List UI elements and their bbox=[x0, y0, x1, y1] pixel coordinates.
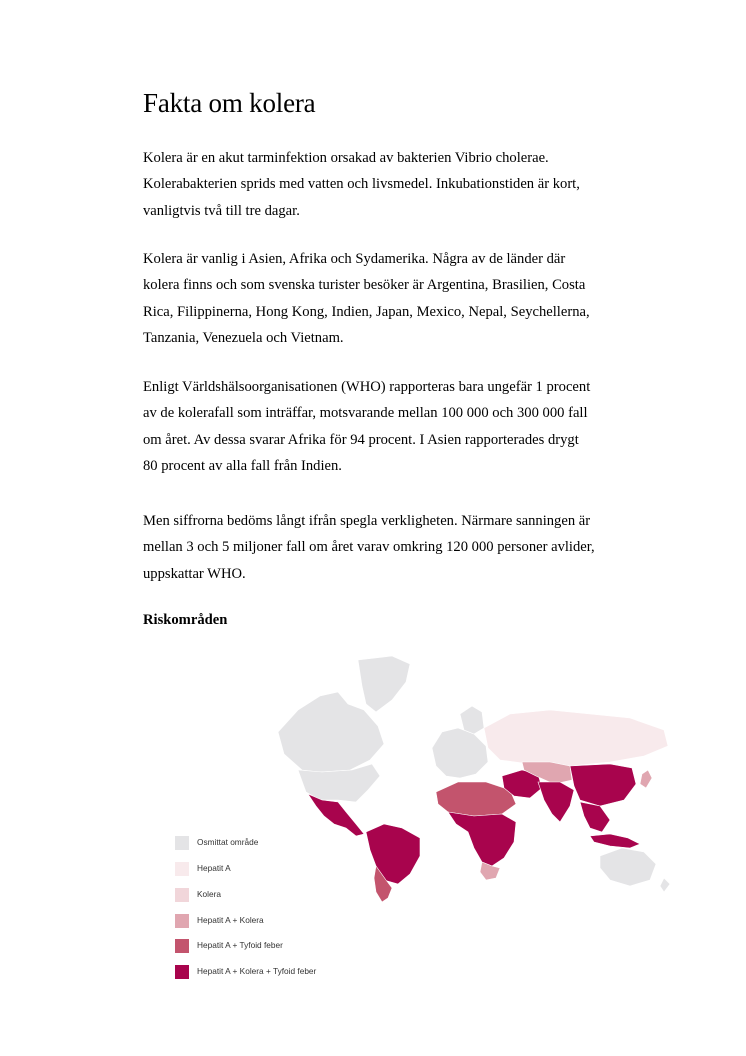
map-region-new-zealand bbox=[660, 878, 670, 892]
world-risk-map bbox=[170, 652, 680, 902]
legend-swatch bbox=[175, 965, 189, 979]
legend-swatch bbox=[175, 836, 189, 850]
map-region-greenland bbox=[358, 656, 410, 712]
map-region-sub-saharan-africa bbox=[448, 812, 516, 866]
paragraph-regions: Kolera är vanlig i Asien, Afrika och Sydamerika. Några av de länder där kolera finns och som svenska turister besöker är Argentina, Brasilien, Costa Rica, Filippinerna, Hong Kong, Indien, Japan, Mexico, Nepal, Seychellerna, Tanzania, Venezuela och Vietnam. bbox=[143, 251, 590, 347]
map-region-south-asia bbox=[538, 782, 574, 822]
legend-label: Kolera bbox=[197, 889, 221, 899]
page-title: Fakta om kolera bbox=[143, 88, 316, 118]
map-region-southeast-asia bbox=[580, 802, 610, 832]
legend-swatch bbox=[175, 939, 189, 953]
map-region-europe bbox=[432, 728, 488, 778]
paragraph-estimates: Men siffrorna bedöms långt ifrån spegla verkligheten. Närmare sanningen är mellan 3 och 5 miljoner fall om året varav omkring 120 000 personer avlider, uppskattar WHO. bbox=[143, 513, 595, 582]
map-region-indonesia bbox=[590, 834, 640, 848]
map-region-russia bbox=[484, 710, 668, 766]
legend-swatch bbox=[175, 914, 189, 928]
paragraph-intro: Kolera är en akut tarminfektion orsakad av bakterien Vibrio cholerae. Kolerabakterien sprids med vatten och livsmedel. Inkubationstiden är kort, vanligtvis två till tre dagar. bbox=[143, 150, 580, 219]
section-heading-risk-areas: Riskområden bbox=[143, 612, 228, 628]
legend-label: Osmittat område bbox=[197, 837, 259, 847]
legend-label: Hepatit A + Tyfoid feber bbox=[197, 940, 283, 950]
map-region-south-america-north bbox=[366, 824, 420, 884]
paragraph-who-statistics: Enligt Världshälsoorganisationen (WHO) rapporteras bara ungefär 1 procent av de kolerafall som inträffar, motsvarande mellan 100 000 och 300 000 fall om året. Av dessa svarar Afrika för 94 procent. I Asien rapporterades drygt 80 procent av alla fall från Indien. bbox=[143, 379, 591, 475]
legend-swatch bbox=[175, 862, 189, 876]
legend-label: Hepatit A + Kolera + Tyfoid feber bbox=[197, 966, 317, 976]
map-region-australia bbox=[600, 848, 656, 886]
map-region-china bbox=[570, 764, 636, 806]
legend-swatch bbox=[175, 888, 189, 902]
map-region-japan bbox=[640, 770, 652, 788]
legend-label: Hepatit A bbox=[197, 863, 231, 873]
legend-label: Hepatit A + Kolera bbox=[197, 915, 264, 925]
